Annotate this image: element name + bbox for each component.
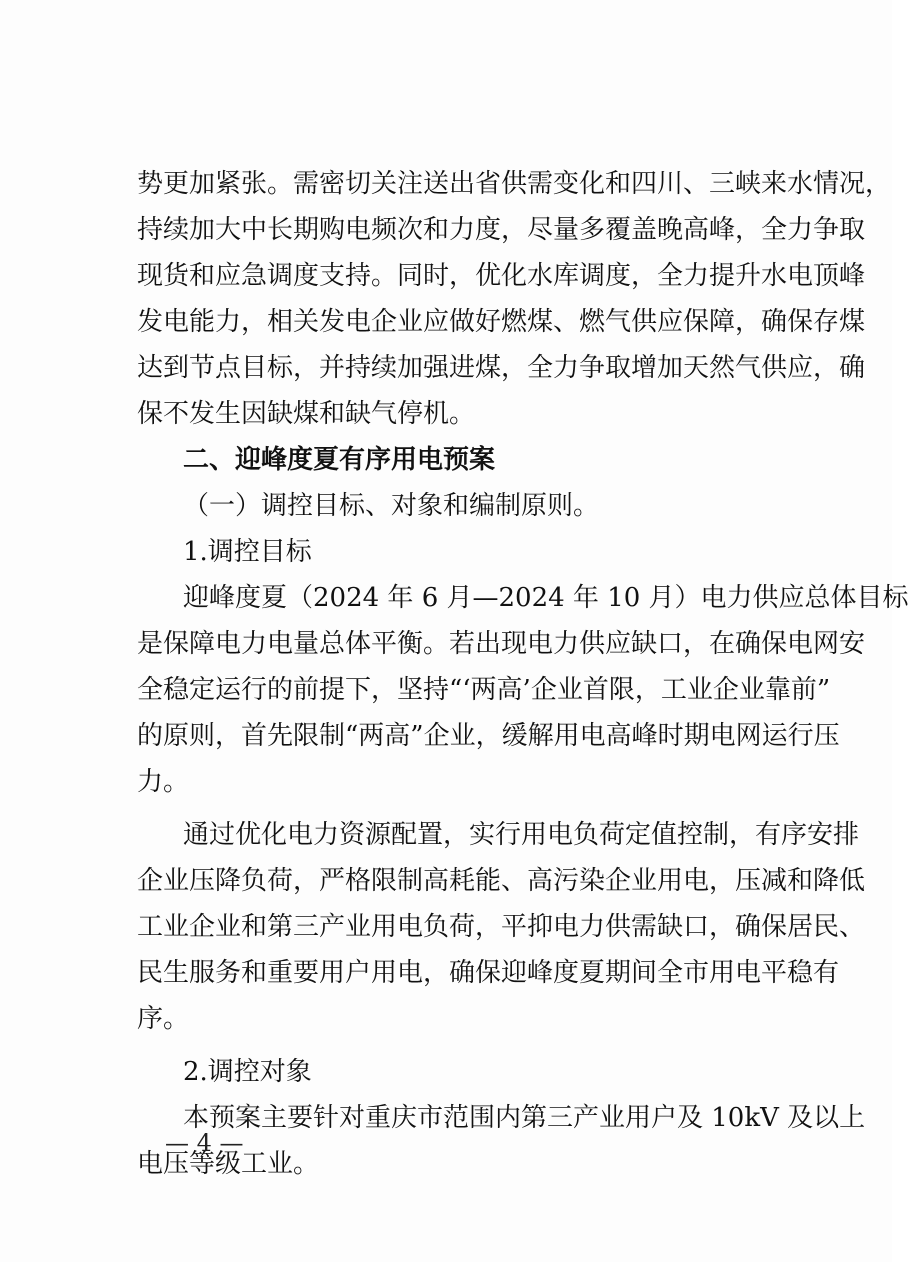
paragraph <box>137 812 866 1042</box>
text-line: 企业压降负荷，严格限制高耗能、高污染企业用电，压减和降低 <box>137 866 866 896</box>
text-line: 二、迎峰度夏有序用电预案 <box>183 445 496 475</box>
paragraph <box>137 575 909 805</box>
section-heading <box>137 437 797 483</box>
subsection-heading <box>137 529 797 575</box>
text-line: 迎峰度夏（2024 年 6 月—2024 年 10 月）电力供应总体目标 <box>183 583 909 613</box>
subsection-heading <box>137 1049 797 1095</box>
text-line: 现货和应急调度支持。同时，优化水库调度，全力提升水电顶峰 <box>137 261 866 291</box>
text-line: 发电能力，相关发电企业应做好燃煤、燃气供应保障，确保存煤 <box>137 307 866 337</box>
text-line: 1.调控目标 <box>183 537 312 567</box>
text-line: 全稳定运行的前提下，坚持“‘两高’企业首限，工业企业靠前” <box>137 675 831 705</box>
text-line: 2.调控对象 <box>183 1057 312 1087</box>
subsection-heading <box>137 483 797 529</box>
paragraph-gap <box>137 805 797 812</box>
text-line: 达到节点目标，并持续加强进煤，全力争取增加天然气供应，确 <box>137 353 866 383</box>
text-line: 民生服务和重要用户用电，确保迎峰度夏期间全市用电平稳有 <box>137 958 840 988</box>
paragraph <box>137 161 892 437</box>
text-line: 是保障电力电量总体平衡。若出现电力供应缺口，在确保电网安 <box>137 629 866 659</box>
text-line: 力。 <box>137 767 190 797</box>
page-number: — 4 — <box>165 1129 244 1157</box>
text-line: 势更加紧张。需密切关注送出省供需变化和四川、三峡来水情况， <box>137 169 892 199</box>
text-line: 电压等级工业。 <box>137 1149 320 1179</box>
text-line: （一）调控目标、对象和编制原则。 <box>183 491 600 521</box>
text-line: 通过优化电力资源配置，实行用电负荷定值控制，有序安排 <box>183 820 860 850</box>
text-line: 持续加大中长期购电频次和力度，尽量多覆盖晚高峰，全力争取 <box>137 215 866 245</box>
text-line: 工业企业和第三产业用电负荷，平抑电力供需缺口，确保居民、 <box>137 912 866 942</box>
document-body <box>137 161 909 1187</box>
text-line: 本预案主要针对重庆市范围内第三产业用户及 10kV 及以上 <box>183 1103 866 1133</box>
text-line: 的原则，首先限制“两高”企业，缓解用电高峰时期电网运行压 <box>137 721 840 751</box>
paragraph-gap <box>137 1042 797 1049</box>
text-line: 保不发生因缺煤和缺气停机。 <box>137 399 476 429</box>
text-line: 序。 <box>137 1004 190 1034</box>
